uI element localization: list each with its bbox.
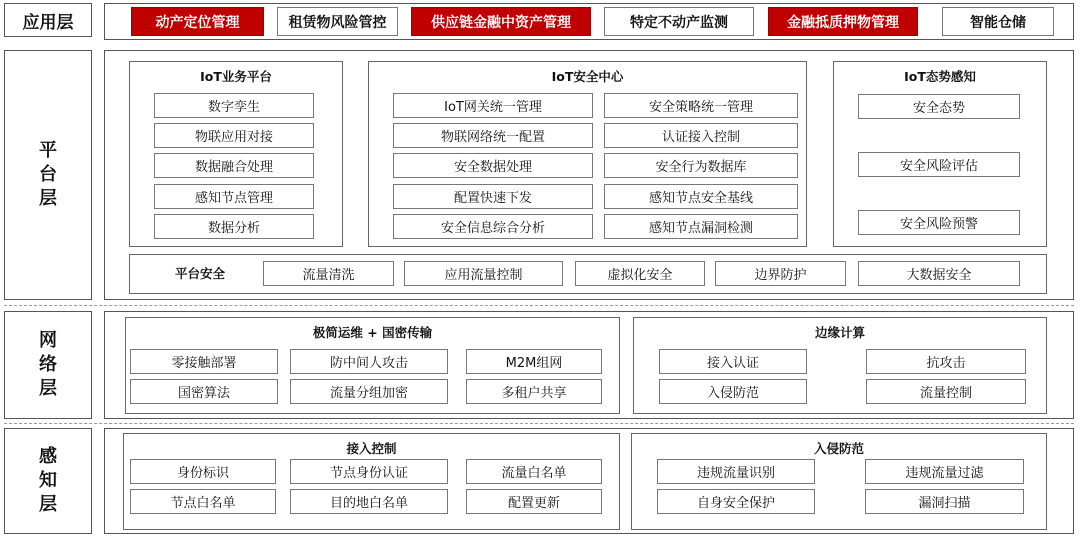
access-item <box>290 459 448 484</box>
iot-situation-item <box>858 152 1020 177</box>
label-text: 物联应用对接 <box>194 130 273 145</box>
platform-layer-label <box>4 50 92 300</box>
layer-divider <box>4 423 1074 424</box>
label-text: 认证接入控制 <box>661 130 740 145</box>
label-text: 金融抵质押物管理 <box>787 14 899 31</box>
label-text: 接入认证 <box>706 356 759 371</box>
label-text: 入侵防范 <box>706 386 759 401</box>
iot-security-item <box>604 184 798 209</box>
intrusion-item <box>865 489 1024 514</box>
app-item-lease-risk-control <box>277 7 398 36</box>
app-item-movable-asset-location <box>131 7 264 36</box>
iot-business-item <box>154 123 314 148</box>
ops-item <box>290 379 448 404</box>
intrusion-item <box>657 459 815 484</box>
sensing-layer-label <box>4 428 92 534</box>
iot-situation-item <box>858 94 1020 119</box>
label-text: IoT网关统一管理 <box>444 100 542 115</box>
iot-situation-title: IoT态势感知 <box>904 69 976 84</box>
label-text: 智能仓储 <box>970 14 1026 31</box>
app-layer-label <box>4 3 92 37</box>
network-layer-label <box>4 311 92 419</box>
label-text: 违规流量识别 <box>696 466 775 481</box>
iot-business-item <box>154 214 314 239</box>
label-text: 数字孪生 <box>207 100 260 115</box>
label-text: 身份标识 <box>176 466 229 481</box>
iot-security-item <box>604 123 798 148</box>
app-item-collateral-management <box>768 7 918 36</box>
access-item <box>130 489 276 514</box>
label-text: 自身安全保护 <box>696 496 775 511</box>
iot-security-item <box>393 214 593 239</box>
label-text: 目的地白名单 <box>329 496 408 511</box>
label-text: 节点身份认证 <box>329 466 408 481</box>
access-item <box>466 489 602 514</box>
label-text: 边界防护 <box>754 268 807 283</box>
label-text: 供应链金融中资产管理 <box>431 14 571 31</box>
label-text: 数据分析 <box>207 221 260 236</box>
label-text: 层 <box>39 494 57 515</box>
label-text: 流量白名单 <box>501 466 567 481</box>
label-text: 违规流量过滤 <box>905 466 984 481</box>
platform-security-item <box>575 261 705 286</box>
label-text: 数据融合处理 <box>194 160 273 175</box>
label-text: 安全风险预警 <box>899 217 978 232</box>
label-text: 流量分组加密 <box>329 386 408 401</box>
ops-item <box>466 379 602 404</box>
ops-transmission-title: 极简运维 + 国密传输 <box>312 325 433 340</box>
access-item <box>290 489 448 514</box>
label-text: 大数据安全 <box>906 268 972 283</box>
intrusion-item <box>865 459 1024 484</box>
label-text: 感知节点漏洞检测 <box>648 221 753 236</box>
access-item <box>130 459 276 484</box>
platform-security-item <box>715 261 846 286</box>
label-text: 抗攻击 <box>926 356 966 371</box>
label-text: 感知节点管理 <box>194 191 273 206</box>
label-text: 多租户共享 <box>501 386 567 401</box>
label-text: 安全信息综合分析 <box>440 221 545 236</box>
iot-security-item <box>393 184 593 209</box>
label-text: 动产定位管理 <box>155 14 240 31</box>
access-item <box>466 459 602 484</box>
label-text: 安全策略统一管理 <box>648 100 753 115</box>
intrusion-prevention-title: 入侵防范 <box>813 441 864 456</box>
iot-security-item <box>393 153 593 178</box>
edge-item <box>866 379 1026 404</box>
iot-business-item <box>154 153 314 178</box>
label-text: 安全态势 <box>912 101 965 116</box>
label-text: 防中间人攻击 <box>329 356 408 371</box>
label-text: 流量清洗 <box>302 268 355 283</box>
label-text: 安全数据处理 <box>453 160 532 175</box>
platform-security-item <box>263 261 394 286</box>
platform-security-title: 平台安全 <box>174 266 225 281</box>
ops-item <box>290 349 448 374</box>
label-text: 零接触部署 <box>171 356 237 371</box>
ops-item <box>466 349 602 374</box>
intrusion-item <box>657 489 815 514</box>
app-layer-label-text: 应用层 <box>22 12 74 33</box>
label-text: 网 <box>39 330 57 351</box>
edge-item <box>659 379 807 404</box>
label-text: 台 <box>39 164 57 185</box>
iot-security-item <box>393 123 593 148</box>
label-text: 层 <box>39 378 57 399</box>
iot-security-item <box>393 93 593 118</box>
app-item-smart-warehouse <box>942 7 1054 36</box>
iot-business-item <box>154 93 314 118</box>
label-text: 安全行为数据库 <box>655 160 747 175</box>
iot-business-platform-title: IoT业务平台 <box>200 69 272 84</box>
label-text: 流量控制 <box>919 386 972 401</box>
access-control-title: 接入控制 <box>346 441 397 456</box>
label-text: 层 <box>39 188 57 209</box>
ops-item <box>130 379 278 404</box>
label-text: 安全风险评估 <box>899 159 978 174</box>
label-text: 漏洞扫描 <box>918 496 971 511</box>
label-text: 配置更新 <box>507 496 560 511</box>
platform-security-item <box>858 261 1020 286</box>
label-text: 节点白名单 <box>170 496 236 511</box>
edge-item <box>866 349 1026 374</box>
label-text: 特定不动产监测 <box>630 14 728 31</box>
label-text: 平 <box>39 140 57 161</box>
label-text: M2M组网 <box>505 356 563 371</box>
app-item-real-estate-monitor <box>604 7 754 36</box>
edge-item <box>659 349 807 374</box>
ops-item <box>130 349 278 374</box>
layer-divider <box>4 305 1074 306</box>
iot-security-item <box>604 153 798 178</box>
label-text: 配置快速下发 <box>453 191 532 206</box>
iot-situation-item <box>858 210 1020 235</box>
label-text: 虚拟化安全 <box>607 268 673 283</box>
label-text: 租赁物风险管控 <box>288 14 387 31</box>
iot-security-item <box>604 93 798 118</box>
iot-business-item <box>154 184 314 209</box>
edge-computing-title: 边缘计算 <box>814 325 865 340</box>
label-text: 应用流量控制 <box>444 268 523 283</box>
label-text: 络 <box>39 354 57 375</box>
label-text: 感知节点安全基线 <box>648 191 753 206</box>
platform-security-item <box>404 261 563 286</box>
iot-security-center-title: IoT安全中心 <box>551 69 624 84</box>
label-text: 感 <box>39 446 57 467</box>
iot-security-item <box>604 214 798 239</box>
label-text: 国密算法 <box>177 386 230 401</box>
app-item-supply-chain-asset <box>411 7 591 36</box>
label-text: 物联网络统一配置 <box>440 130 545 145</box>
label-text: 知 <box>39 470 57 491</box>
